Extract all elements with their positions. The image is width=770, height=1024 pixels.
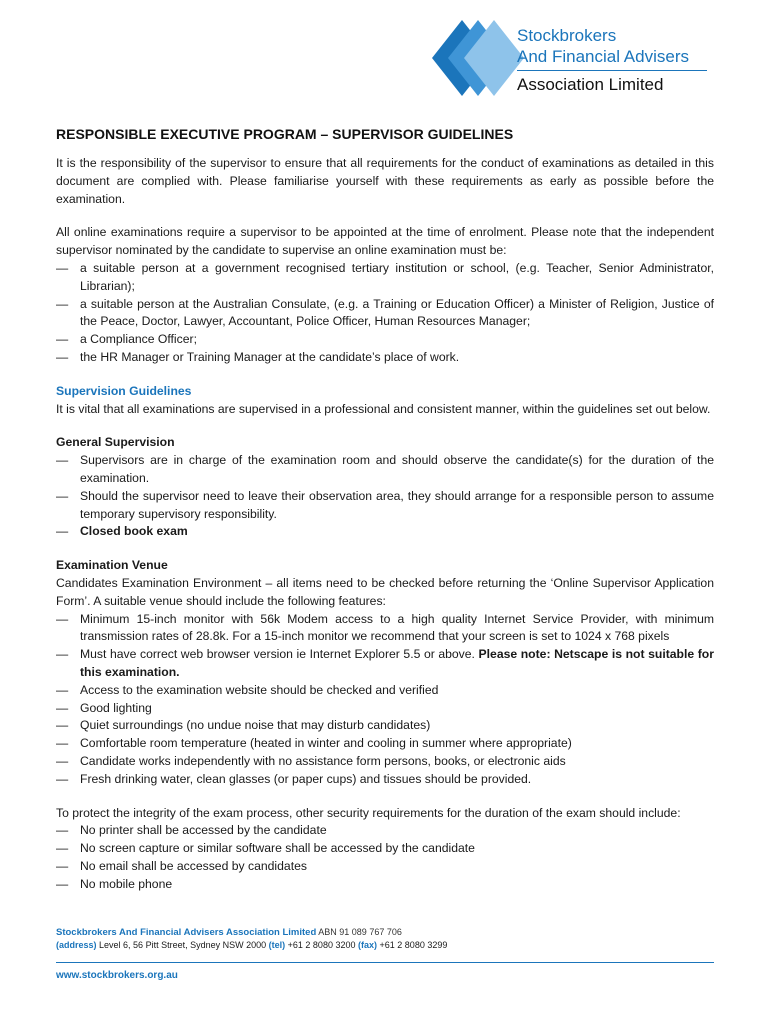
- list-item: — Quiet surroundings (no undue noise that may disturb candidates): [56, 718, 431, 733]
- list-item: — a Compliance Officer;: [56, 332, 197, 347]
- venue-features-list: [56, 611, 714, 789]
- page-title: RESPONSIBLE EXECUTIVE PROGRAM – SUPERVISOR GUIDELINES: [56, 126, 514, 142]
- list-item: — Candidate works independently with no assistance form persons, books, or electronic aids: [56, 753, 566, 768]
- list-item: — Access to the examination website should be checked and verified: [56, 682, 439, 697]
- diamond-logo-icon: [430, 18, 525, 98]
- list-item: — Comfortable room temperature (heated in winter and cooling in summer where appropriate): [56, 736, 572, 751]
- general-supervision-heading: General Supervision: [56, 435, 175, 450]
- footer-org-line: [56, 926, 714, 939]
- list-item: — Fresh drinking water, clean glasses (or paper cups) and tissues should be provided.: [56, 771, 532, 786]
- list-item: — a suitable person at the Australian Consulate, (e.g. a Training or Education Officer) a Minister of Religion, Justice of the Peace, Doctor, Lawyer, Accountant, Police Officer, Human Resources Manager;: [56, 296, 714, 329]
- logo-line-1: Stockbrokers: [517, 26, 617, 45]
- venue-paragraph: Candidates Examination Environment – all items need to be checked before returning the ‘Online Supervisor Application Form’. A suitable venue should include the following features:: [56, 575, 714, 608]
- list-item: — Must have correct web browser version ie Internet Explorer 5.5 or above. Please note: Netscape is not suitable for this examination.: [56, 647, 714, 679]
- examination-venue-heading: Examination Venue: [56, 558, 168, 573]
- association-logo: [430, 18, 730, 98]
- supervisor-criteria-list: [56, 260, 714, 367]
- general-supervision-list: [56, 452, 714, 541]
- page-footer: [56, 926, 714, 982]
- logo-divider: [517, 70, 707, 71]
- list-item: — Supervisors are in charge of the examination room and should observe the candidate(s) for the duration of the examination.: [56, 453, 714, 485]
- footer-fax: +61 2 8080 3299: [379, 940, 448, 950]
- footer-org-name: Stockbrokers And Financial Advisers Association Limited: [56, 927, 317, 938]
- online-exam-paragraph: All online examinations require a supervisor to be appointed at the time of enrolment. Please note that the independent supervisor nominated by the candidate to supervise an online examination must be:: [56, 225, 714, 258]
- supervision-guidelines-heading: Supervision Guidelines: [56, 383, 192, 398]
- supervision-paragraph: It is vital that all examinations are supervised in a professional and consistent manner, within the guidelines set out below.: [56, 401, 711, 416]
- list-item: — Closed book exam: [56, 524, 188, 539]
- logo-line-3: Association Limited: [517, 75, 664, 94]
- security-paragraph: To protect the integrity of the exam process, other security requirements for the duration of the exam should include:: [56, 805, 681, 820]
- footer-tel: +61 2 8080 3200: [287, 940, 356, 950]
- security-requirements-list: [56, 822, 714, 893]
- document-body: [56, 126, 714, 893]
- footer-divider: [56, 962, 714, 963]
- footer-contact-line: (address) Level 6, 56 Pitt Street, Sydney NSW 2000 (tel) +61 2 8080 3200 (fax) +61 2 8080 3299: [56, 940, 448, 950]
- list-item: — Good lighting: [56, 700, 152, 715]
- footer-abn: ABN 91 089 767 706: [318, 927, 402, 937]
- list-item: — No screen capture or similar software shall be accessed by the candidate: [56, 841, 475, 856]
- logo-text: [517, 25, 707, 95]
- list-item: — No mobile phone: [56, 876, 173, 891]
- intro-paragraph: It is the responsibility of the supervisor to ensure that all requirements for the conduct of examinations as detailed in this document are complied with. Please familiarise yourself with these requirements as early as possible before the examination.: [56, 156, 714, 206]
- footer-address: Level 6, 56 Pitt Street, Sydney NSW 2000: [99, 940, 267, 950]
- list-item: — Minimum 15-inch monitor with 56k Modem access to a high quality Internet Service Provider, with minimum transmission rates of 28.8k. For a 15-inch monitor we recommend that your screen is set to 1024 x 768 pixels: [56, 611, 714, 644]
- list-item: — the HR Manager or Training Manager at the candidate’s place of work.: [56, 349, 460, 364]
- list-item: — No printer shall be accessed by the candidate: [56, 823, 327, 838]
- footer-website-link[interactable]: www.stockbrokers.org.au: [56, 970, 178, 981]
- list-item: — Should the supervisor need to leave their observation area, they should arrange for a responsible person to assume temporary supervisory responsibility.: [56, 488, 714, 521]
- list-item: — a suitable person at a government recognised tertiary institution or school, (e.g. Teacher, Senior Administrator, Librarian);: [56, 260, 714, 293]
- logo-line-2: And Financial Advisers: [517, 47, 689, 66]
- list-item: — No email shall be accessed by candidates: [56, 858, 307, 873]
